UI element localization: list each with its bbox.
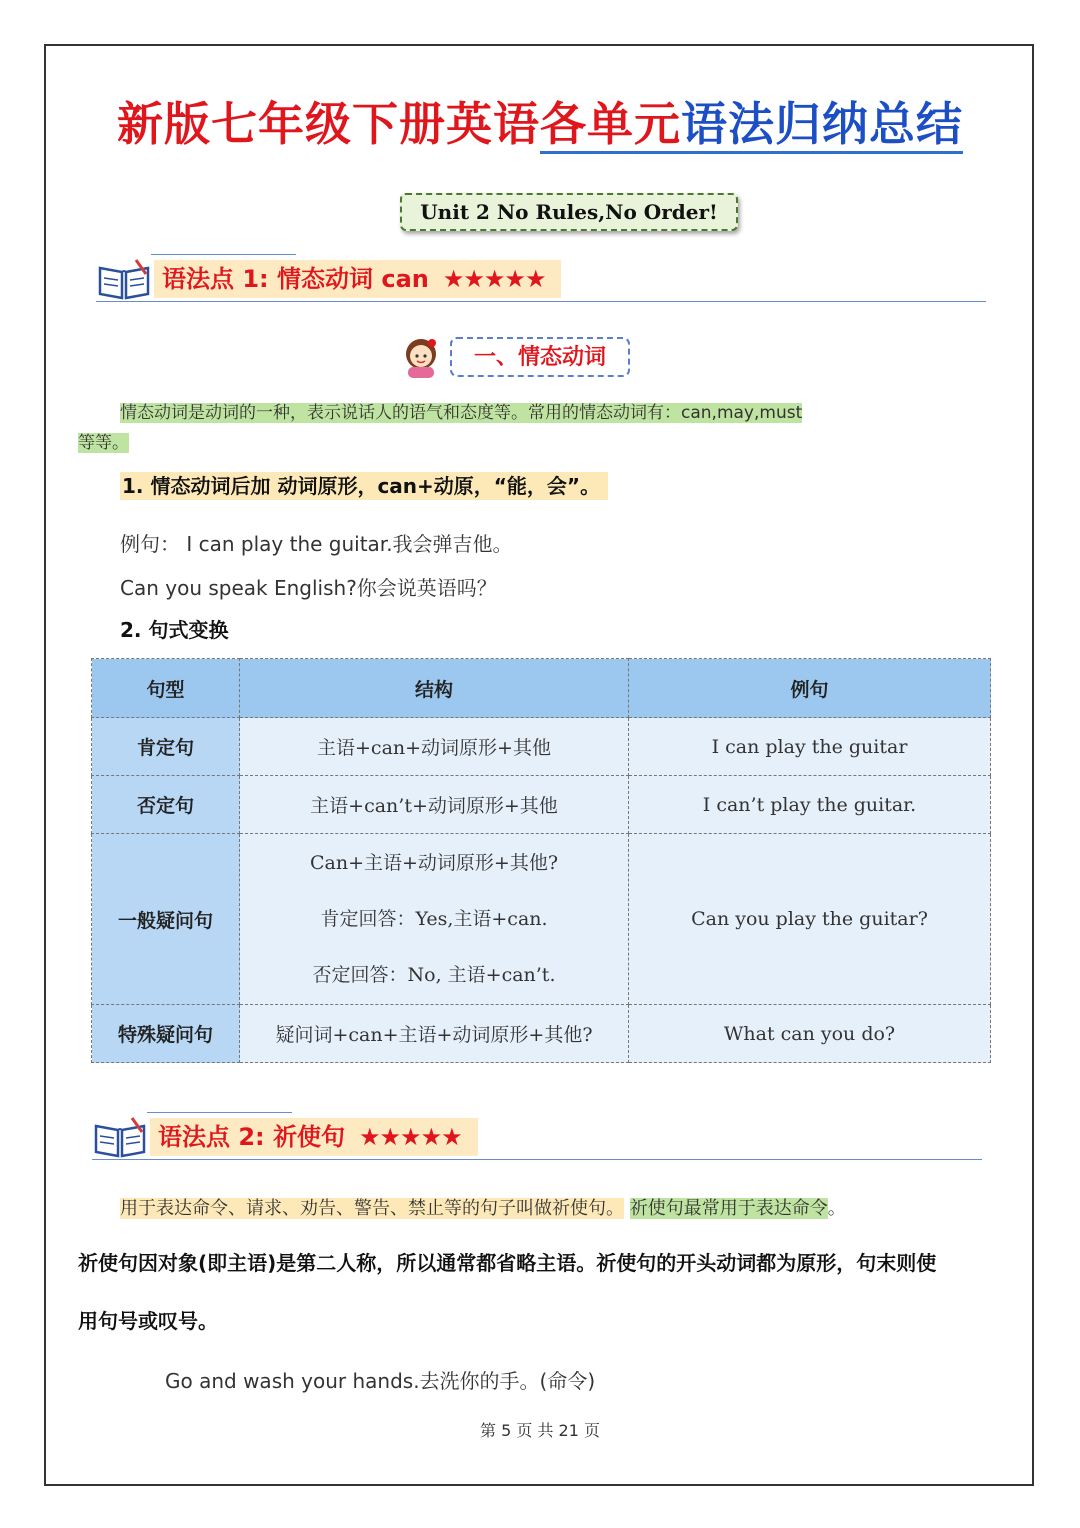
title-part-1: 新版七年级下册英语	[117, 97, 540, 151]
open-book-icon	[96, 258, 152, 302]
row-example: Can you play the guitar?	[629, 834, 991, 1005]
heading-top-rule	[151, 254, 296, 255]
grammar-point-2-heading	[92, 1116, 982, 1160]
heading-base-rule	[92, 1159, 982, 1160]
rule-2: 2. 句式变换	[120, 618, 229, 642]
table-row	[92, 834, 991, 1005]
imperative-rule-line-2: 用句号或叹号。	[78, 1309, 218, 1333]
imperative-definition: 用于表达命令、请求、劝告、警告、禁止等的句子叫做祈使句。 祈使句最常用于表达命令。	[120, 1198, 846, 1219]
row-example: I can’t play the guitar.	[629, 776, 991, 834]
unit-heading: Unit 2 No Rules,No Order!	[400, 193, 738, 231]
grammar-point-1-heading	[96, 258, 986, 302]
girl-icon	[398, 334, 444, 380]
intro-line-1: 情态动词是动词的一种，表示说话人的语气和态度等。常用的情态动词有：can,may,must	[120, 403, 803, 423]
table-header: 例句	[629, 659, 991, 718]
imperative-rule-line-1: 祈使句因对象(即主语)是第二人称，所以通常都省略主语。祈使句的开头动词都为原形，句末则使	[78, 1251, 937, 1275]
title-part-2: 各单元	[540, 97, 681, 154]
intro-line-2: 等等。	[78, 433, 129, 453]
title-part-3: 语法归纳总结	[681, 97, 963, 154]
structure-line: Can+主语+动词原形+其他?	[309, 852, 559, 874]
example-2: Can you speak English?你会说英语吗？	[120, 576, 497, 600]
row-example: What can you do?	[629, 1005, 991, 1063]
stars-rating: ★★★★★	[359, 1123, 462, 1151]
grammar-point-1-label: 语法点 1: 情态动词 can ★★★★★	[154, 260, 561, 298]
intro-paragraph	[78, 398, 988, 458]
heading-base-rule	[96, 301, 986, 302]
heading-top-rule	[147, 1112, 292, 1113]
table-row	[92, 776, 991, 834]
table-row	[92, 718, 991, 776]
row-structure	[240, 834, 629, 1005]
sentence-pattern-table	[91, 658, 991, 1063]
table-header-row	[92, 659, 991, 718]
table-header: 句型	[92, 659, 240, 718]
imperative-definition-text: 用于表达命令、请求、劝告、警告、禁止等的句子叫做祈使句。	[120, 1198, 624, 1219]
page-title	[0, 88, 1080, 154]
row-structure: 主语+can’t+动词原形+其他	[240, 776, 629, 834]
rule-1-text: 1. 情态动词后加 动词原形，can+动原，“能，会”。	[120, 472, 608, 500]
open-book-icon	[92, 1116, 148, 1160]
page-footer: 第 5 页 共 21 页	[480, 1421, 600, 1440]
row-structure: 主语+can+动词原形+其他	[240, 718, 629, 776]
row-type: 否定句	[92, 776, 240, 834]
subsection-1-title: 一、情态动词	[450, 337, 630, 377]
row-type: 肯定句	[92, 718, 240, 776]
stars-rating: ★★★★★	[442, 265, 546, 293]
imperative-usage-text: 祈使句最常用于表达命令	[629, 1198, 828, 1219]
row-type: 一般疑问句	[92, 834, 240, 1005]
example-1: 例句： I can play the guitar.我会弹吉他。	[120, 532, 513, 556]
row-type: 特殊疑问句	[92, 1005, 240, 1063]
row-structure: 疑问词+can+主语+动词原形+其他?	[240, 1005, 629, 1063]
structure-line: 否定回答：No, 主语+can’t.	[312, 964, 556, 986]
table-header: 结构	[240, 659, 629, 718]
grammar-point-2-label: 语法点 2: 祈使句 ★★★★★	[150, 1118, 478, 1156]
row-example: I can play the guitar	[629, 718, 991, 776]
table-row	[92, 1005, 991, 1063]
rule-1	[120, 468, 608, 504]
structure-line: 肯定回答：Yes,主语+can.	[320, 908, 548, 930]
imperative-example: Go and wash your hands.去洗你的手。(命令)	[165, 1369, 596, 1393]
